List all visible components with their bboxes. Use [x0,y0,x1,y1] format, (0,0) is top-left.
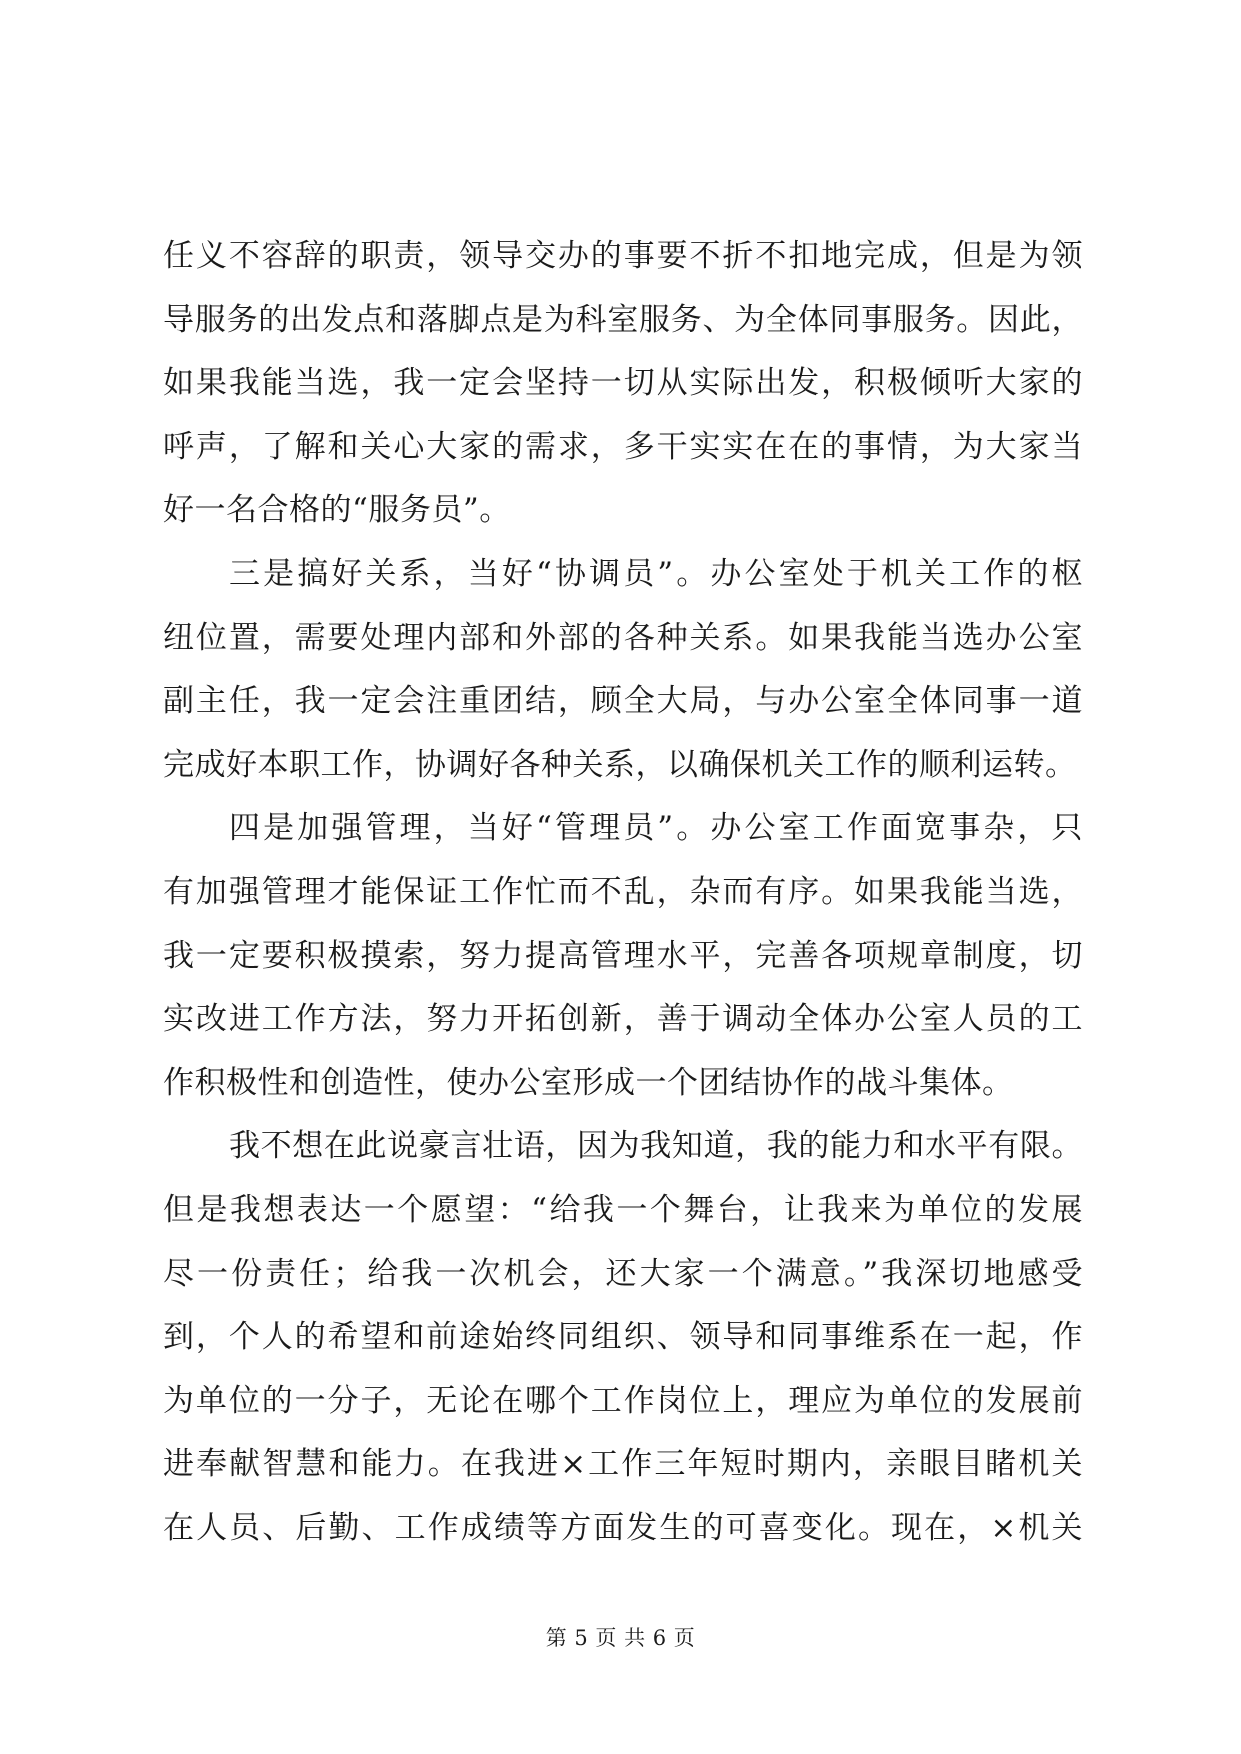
text-line: 作积极性和创造性，使办公室形成一个团结协作的战斗集体。 [163,1064,1014,1101]
text-line: 在人员、后勤、工作成绩等方面发生的可喜变化。现在，×机关 [163,1509,1083,1546]
text-line: 我不想在此说豪言壮语，因为我知道，我的能力和水平有限。 [229,1128,1083,1165]
text-line: 纽位置，需要处理内部和外部的各种关系。如果我能当选办公室 [163,619,1083,656]
text-line: 好一名合格的“服务员”。 [163,492,511,529]
text-line: 但是我想表达一个愿望：“给我一个舞台，让我来为单位的发展 [163,1191,1083,1228]
text-line: 实改进工作方法，努力开拓创新，善于调动全体办公室人员的工 [163,1001,1083,1038]
text-line: 三是搞好关系，当好“协调员”。办公室处于机关工作的枢 [229,555,1083,592]
text-line: 导服务的出发点和落脚点是为科室服务、为全体同事服务。因此， [163,301,1083,338]
text-line: 为单位的一分子，无论在哪个工作岗位上，理应为单位的发展前 [163,1382,1083,1419]
text-line: 如果我能当选，我一定会坚持一切从实际出发，积极倾听大家的 [163,365,1083,402]
text-line: 到，个人的希望和前途始终同组织、领导和同事维系在一起，作 [163,1319,1083,1356]
document-body [163,225,1083,1560]
text-line: 我一定要积极摸索，努力提高管理水平，完善各项规章制度，切 [163,937,1083,974]
text-line: 呼声，了解和关心大家的需求，多干实实在在的事情，为大家当 [163,428,1083,465]
page-number-footer: 第 5 页 共 6 页 [545,1626,696,1650]
text-line: 副主任，我一定会注重团结，顾全大局，与办公室全体同事一道 [163,683,1083,720]
text-line: 完成好本职工作，协调好各种关系，以确保机关工作的顺利运转。 [163,746,1077,783]
text-line: 四是加强管理，当好“管理员”。办公室工作面宽事杂，只 [229,810,1083,847]
text-line: 尽一份责任；给我一次机会，还大家一个满意。”我深切地感受 [163,1255,1083,1292]
text-line: 进奉献智慧和能力。在我进×工作三年短时期内，亲眼目睹机关 [163,1446,1083,1483]
text-line: 任义不容辞的职责，领导交办的事要不折不扣地完成，但是为领 [163,238,1083,274]
text-line: 有加强管理才能保证工作忙而不乱，杂而有序。如果我能当选， [163,873,1083,910]
